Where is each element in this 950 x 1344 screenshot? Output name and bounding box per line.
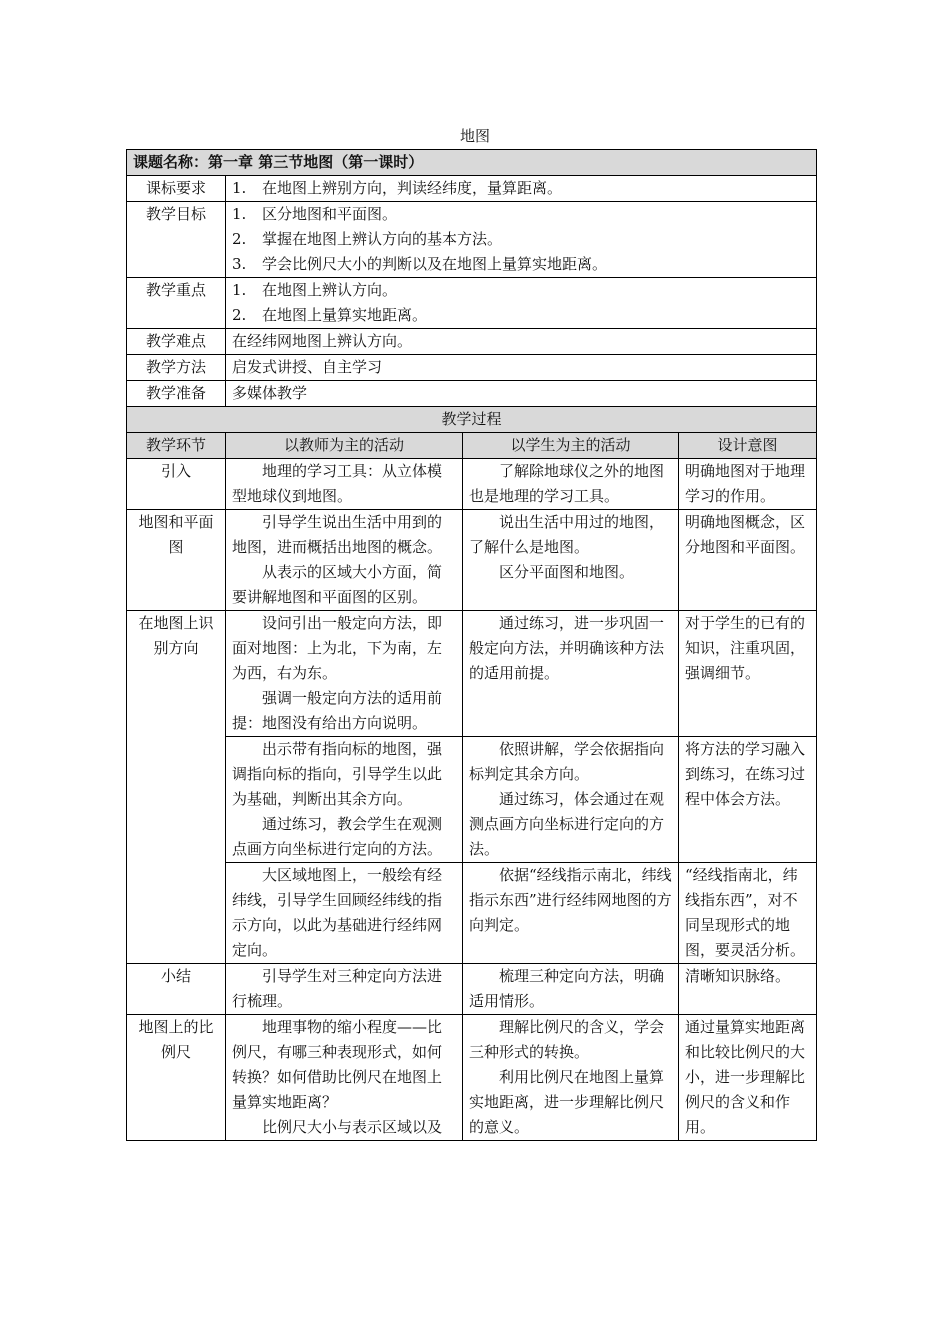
- process-row: [127, 737, 817, 863]
- student-activity: 依据“经线指示南北，纬线指示东西”进行经纬网地图的方向判定。: [463, 863, 679, 964]
- student-activity: 梳理三种定向方法，明确适用情形。: [463, 964, 679, 1015]
- info-row-method: [127, 355, 817, 381]
- list-item: 2. 在地图上量算实地距离。: [232, 306, 428, 324]
- course-title: 课题名称：第一章 第三节地图（第一课时）: [127, 150, 817, 176]
- process-row: [127, 510, 817, 611]
- info-row-standard: [127, 176, 817, 202]
- info-row-preparation: [127, 381, 817, 407]
- design-intent: 明确地图概念，区分地图和平面图。: [679, 510, 817, 611]
- list-item: 2. 掌握在地图上辨认方向的基本方法。: [232, 230, 503, 248]
- design-intent: 通过量算实地距离和比较比例尺的大小，进一步理解比例尺的含义和作用。: [679, 1015, 817, 1141]
- info-row-key-points: [127, 278, 817, 329]
- design-intent: 对于学生的已有的知识，注重巩固，强调细节。: [679, 611, 817, 737]
- teacher-activity: 地理的学习工具：从立体模型地球仪到地图。: [226, 459, 463, 510]
- list-item: 3. 学会比例尺大小的判断以及在地图上量算实地距离。: [232, 255, 608, 273]
- info-content: 启发式讲授、自主学习: [226, 355, 817, 381]
- process-row: [127, 611, 817, 737]
- student-activity: 说出生活中用过的地图，了解什么是地图。 区分平面图和地图。: [463, 510, 679, 611]
- info-label: 课标要求: [127, 176, 226, 202]
- info-label: 教学难点: [127, 329, 226, 355]
- student-activity: 理解比例尺的含义，学会三种形式的转换。 利用比例尺在地图上量算实地距离，进一步理解比例尺的意义。: [463, 1015, 679, 1141]
- lesson-plan-table: [126, 149, 817, 1141]
- info-content: 在经纬网地图上辨认方向。: [226, 329, 817, 355]
- teacher-activity: 引导学生对三种定向方法进行梳理。: [226, 964, 463, 1015]
- process-title-row: [127, 407, 817, 433]
- page-title: 地图: [459, 127, 490, 145]
- student-activity: 通过练习，进一步巩固一般定向方法，并明确该种方法的适用前提。: [463, 611, 679, 737]
- student-activity: 了解除地球仪之外的地图也是地理的学习工具。: [463, 459, 679, 510]
- stage-cell: 在地图上识别方向: [127, 611, 226, 964]
- design-intent: 明确地图对于地理学习的作用。: [679, 459, 817, 510]
- process-row: [127, 1015, 817, 1141]
- stage-cell: 引入: [127, 459, 226, 510]
- design-intent: “经线指南北，纬线指东西”，对不同呈现形式的地图，要灵活分析。: [679, 863, 817, 964]
- info-label: 教学方法: [127, 355, 226, 381]
- design-intent: 清晰知识脉络。: [679, 964, 817, 1015]
- column-header: 以学生为主的活动: [463, 433, 679, 459]
- list-item: 1. 区分地图和平面图。: [232, 205, 398, 223]
- stage-cell: 小结: [127, 964, 226, 1015]
- column-header: 设计意图: [679, 433, 817, 459]
- course-title-row: [127, 150, 817, 176]
- info-content: [226, 202, 817, 278]
- info-row-objectives: [127, 202, 817, 278]
- teacher-activity: 设问引出一般定向方法，即面对地图：上为北，下为南，左为西，右为东。 强调一般定向方法的适用前提：地图没有给出方向说明。: [226, 611, 463, 737]
- teacher-activity: 地理事物的缩小程度——比例尺，有哪三种表现形式，如何转换？如何借助比例尺在地图上量算实地距离？ 比例尺大小与表示区域以及: [226, 1015, 463, 1141]
- column-header: 教学环节: [127, 433, 226, 459]
- process-row: [127, 964, 817, 1015]
- info-content: 多媒体教学: [226, 381, 817, 407]
- teacher-activity: 大区域地图上，一般绘有经纬线，引导学生回顾经纬线的指示方向，以此为基础进行经纬网定向。: [226, 863, 463, 964]
- process-row: [127, 863, 817, 964]
- process-header-row: [127, 433, 817, 459]
- info-label: 教学重点: [127, 278, 226, 329]
- info-content: [226, 176, 817, 202]
- process-title: 教学过程: [127, 407, 817, 433]
- teacher-activity: 出示带有指向标的地图，强调指向标的指向，引导学生以此为基础，判断出其余方向。 通过练习，教会学生在观测点画方向坐标进行定向的方法。: [226, 737, 463, 863]
- column-header: 以教师为主的活动: [226, 433, 463, 459]
- design-intent: 将方法的学习融入到练习，在练习过程中体会方法。: [679, 737, 817, 863]
- stage-cell: 地图上的比例尺: [127, 1015, 226, 1141]
- stage-cell: 地图和平面图: [127, 510, 226, 611]
- info-content: [226, 278, 817, 329]
- info-row-difficulty: [127, 329, 817, 355]
- list-item: 1. 在地图上辨认方向。: [232, 281, 398, 299]
- process-row: [127, 459, 817, 510]
- student-activity: 依照讲解，学会依据指向标判定其余方向。 通过练习，体会通过在观测点画方向坐标进行定向的方法。: [463, 737, 679, 863]
- teacher-activity: 引导学生说出生活中用到的地图，进而概括出地图的概念。 从表示的区域大小方面，简要讲解地图和平面图的区别。: [226, 510, 463, 611]
- list-item: 1. 在地图上辨别方向，判读经纬度，量算距离。: [232, 179, 563, 197]
- info-label: 教学准备: [127, 381, 226, 407]
- info-label: 教学目标: [127, 202, 226, 278]
